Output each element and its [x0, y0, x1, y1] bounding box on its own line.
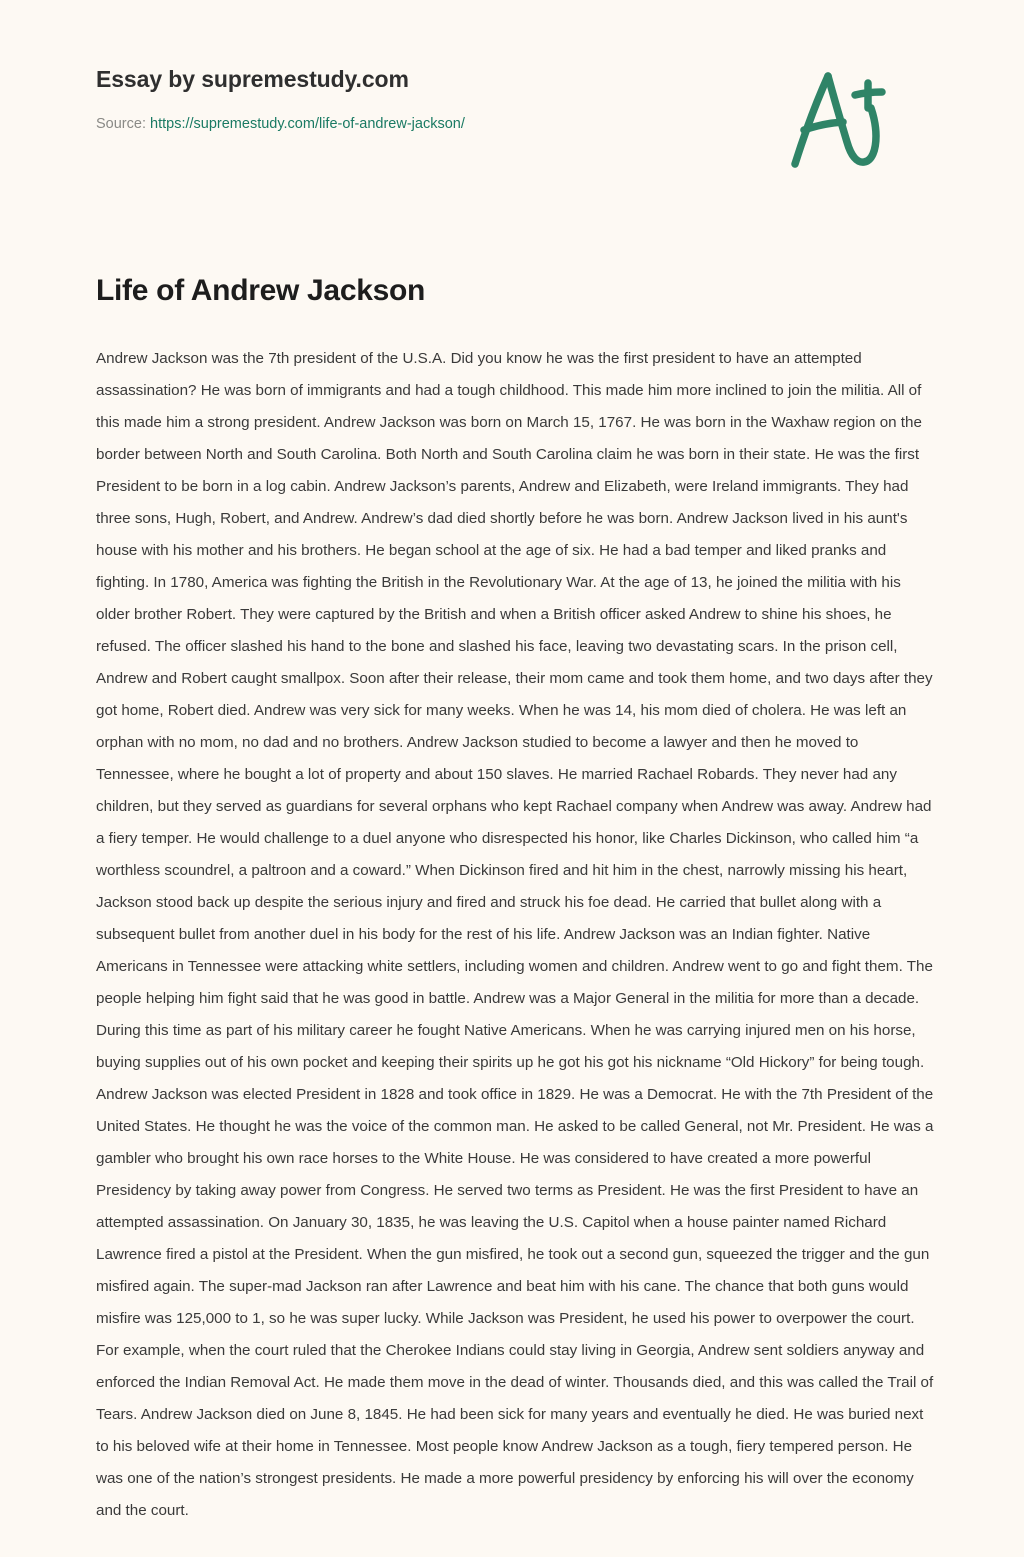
page-title: Life of Andrew Jackson	[96, 274, 426, 307]
a-plus-grade-logo-icon	[778, 70, 896, 178]
source-url-link[interactable]: https://supremestudy.com/life-of-andrew-jackson/	[150, 115, 465, 132]
source-label: Source:	[96, 115, 146, 132]
source-line	[96, 114, 465, 134]
site-title: Essay by supremestudy.com	[96, 66, 409, 92]
page-header	[0, 0, 1024, 178]
essay-content	[0, 178, 1024, 1557]
essay-body-text: Andrew Jackson was the 7th president of the U.S.A. Did you know he was the first president to have an attempted assassination? He was born of immigrants and had a tough childhood. This made him more inclined to join the militia. All of this made him a strong president. Andrew Jackson was born on March 15, 1767. He was born in the Waxhaw region on the border between North and South Carolina. Both North and South Carolina claim he was born in their state. He was the first President to be born in a log cabin. Andrew Jackson’s parents, Andrew and Elizabeth, were Ireland immigrants. They had three sons, Hugh, Robert, and Andrew. Andrew’s dad died shortly before he was born. Andrew Jackson lived in his aunt's house with his mother and his brothers. He began school at the age of six. He had a bad temper and liked pranks and fighting. In 1780, America was fighting the British in the Revolutionary War. At the age of 13, he joined the militia with his older brother Robert. They were captured by the British and when a British officer asked Andrew to shine his shoes, he refused. The officer slashed his hand to the bone and slashed his face, leaving two devastating scars. In the prison cell, Andrew and Robert caught smallpox. Soon after their release, their mom came and took them home, and two days after they got home, Robert died. Andrew was very sick for many weeks. When he was 14, his mom died of cholera. He was left an orphan with no mom, no dad and no brothers. Andrew Jackson studied to become a lawyer and then he moved to Tennessee, where he bought a lot of property and about 150 slaves. He married Rachael Robards. They never had any children, but they served as guardians for several orphans who kept Rachael company when Andrew was away. Andrew had a fiery temper. He would challenge to a duel anyone who disrespected his honor, like Charles Dickinson, who called him “a worthless scoundrel, a paltroon and a coward.” When Dickinson fired and hit him in the chest, narrowly missing his heart, Jackson stood back up despite the serious injury and fired and struck his foe dead. He carried that bullet along with a subsequent bullet from another duel in his body for the rest of his life. Andrew Jackson was an Indian fighter. Native Americans in Tennessee were attacking white settlers, including women and children. Andrew went to go and fight them. The people helping him fight said that he was good in battle. Andrew was a Major General in the militia for more than a decade. During this time as part of his military career he fought Native Americans. When he was carrying injured men on his horse, buying supplies out of his own pocket and keeping their spirits up he got his got his nickname “Old Hickory” for being tough. Andrew Jackson was elected President in 1828 and took office in 1829. He was a Democrat. He with the 7th President of the United States. He thought he was the voice of the common man. He asked to be called General, not Mr. President. He was a gambler who brought his own race horses to the White House. He was considered to have created a more powerful Presidency by taking away power from Congress. He served two terms as President. He was the first President to have an attempted assassination. On January 30, 1835, he was leaving the U.S. Capitol when a house painter named Richard Lawrence fired a pistol at the President. When the gun misfired, he took out a second gun, squeezed the trigger and the gun misfired again. The super-mad Jackson ran after Lawrence and beat him with his cane. The chance that both guns would misfire was 125,000 to 1, so he was super lucky. While Jackson was President, he used his power to overpower the court. For example, when the court ruled that the Cherokee Indians could stay living in Georgia, Andrew sent soldiers anyway and enforced the Indian Removal Act. He made them move in the dead of winter. Thousands died, and this was called the Trail of Tears. Andrew Jackson died on June 8, 1845. He had been sick for many years and eventually he died. He was buried next to his beloved wife at their home in Tennessee. Most people know Andrew Jackson as a tough, fiery tempered person. He was one of the nation’s strongest presidents. He made a more powerful presidency by enforcing his will over the economy and the court.	[96, 349, 934, 1519]
header-left-group	[96, 66, 465, 134]
